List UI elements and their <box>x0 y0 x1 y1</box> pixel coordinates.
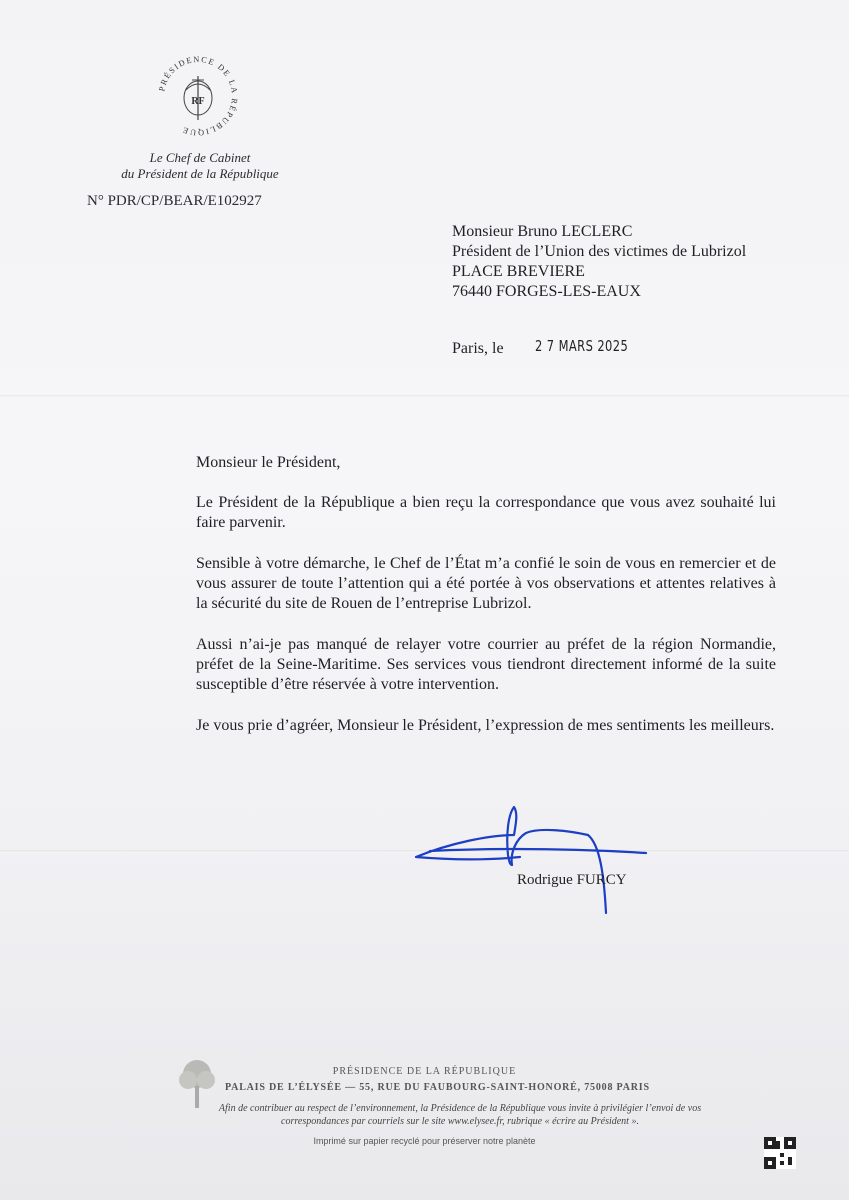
address-line: PLACE BREVIERE <box>452 263 585 280</box>
address-line: Monsieur Bruno LECLERC <box>452 223 633 240</box>
signer-name: Rodrigue FURCY <box>517 872 627 888</box>
salutation: Monsieur le Président, <box>196 454 341 471</box>
footer-address: PALAIS DE L’ÉLYSÉE — 55, RUE DU FAUBOURG-SAINT-HONORÉ, 75008 PARIS <box>225 1082 650 1093</box>
signature <box>410 805 650 920</box>
footer-title: PRÉSIDENCE DE LA RÉPUBLIQUE <box>332 1066 517 1077</box>
cabinet-line: du Président de la République <box>121 166 279 181</box>
address-line: 76440 FORGES-LES-EAUX <box>452 283 641 300</box>
fold-line <box>0 395 849 398</box>
recipient-address <box>452 222 746 302</box>
address-line: Président de l’Union des victimes de Lubrizol <box>452 243 747 260</box>
cabinet-line: Le Chef de Cabinet <box>149 150 251 165</box>
reference-number: N° PDR/CP/BEAR/E102927 <box>87 193 262 209</box>
letter-body <box>196 453 776 757</box>
seal-monogram: RF <box>191 96 205 107</box>
paragraph: Sensible à votre démarche, le Chef de l’État m’a confié le soin de vous en remercier et de vous assurer de toute l’attention qui a été portée à vos observations et attentes relatives à la sécurité du site de Rouen de l’entreprise Lubrizol. <box>196 555 776 612</box>
cabinet-title <box>100 150 300 182</box>
date-stamp: 2 7 MARS 2025 <box>535 337 629 355</box>
paragraph: Aussi n’ai-je pas manqué de relayer votre courrier au préfet de la région Normandie, préfet de la Seine-Maritime. Ses services vous tiendront directement informé de la suite susceptible d’être réservée à votre intervention. <box>196 636 776 693</box>
paragraph: Le Président de la République a bien reçu la correspondance que vous avez souhaité lui faire parvenir. <box>196 494 776 531</box>
date-prefix: Paris, le <box>452 340 504 357</box>
footer-notice: Afin de contribuer au respect de l’environnement, la Présidence de la République vous invite à privilégier l’envoi de vos correspondances par courriels sur le site www.elysee.fr, rubrique « écrire au Président ». <box>218 1103 702 1127</box>
seal-text: PRÉSIDENCE DE LA RÉPUBLIQUE <box>157 54 240 138</box>
paragraph: Je vous prie d’agréer, Monsieur le Président, l’expression de mes sentiments les meilleurs. <box>196 717 775 734</box>
qr-code <box>764 1137 796 1169</box>
presidential-seal <box>156 54 240 138</box>
footer-recycled: Imprimé sur papier recyclé pour préserver notre planète <box>313 1136 536 1146</box>
